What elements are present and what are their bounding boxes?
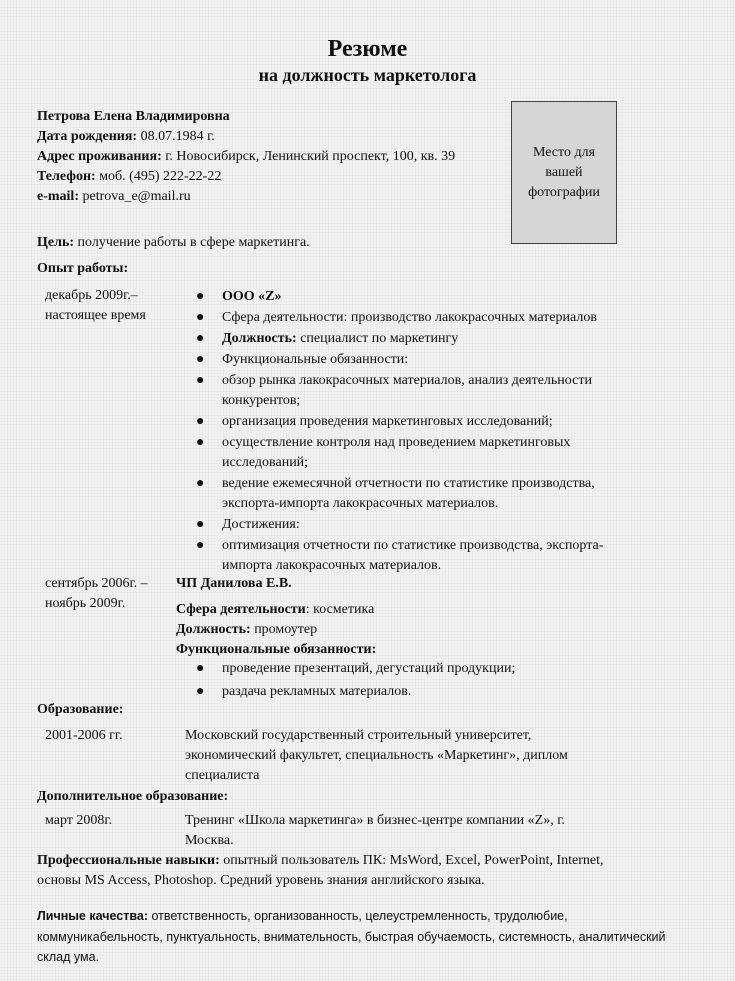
address — [37, 147, 455, 167]
job1-position-value: специалист по маркетингу — [296, 331, 459, 346]
education-heading: Образование: — [37, 702, 124, 717]
job1-achievements-label: Достижения: — [222, 517, 300, 532]
bullet-icon: ● — [196, 538, 205, 553]
bullet-icon: ● — [196, 414, 205, 429]
photo-placeholder-text: Место для вашей фотографии — [528, 144, 600, 200]
list-item — [196, 659, 516, 679]
goal — [37, 233, 310, 253]
experience-heading: Опыт работы: — [37, 261, 129, 276]
phone-label: Телефон: — [37, 169, 96, 184]
address-label: Адрес проживания: — [37, 149, 162, 164]
email — [37, 187, 191, 207]
email-label: e-mail: — [37, 189, 79, 204]
email-value: petrova_e@mail.ru — [78, 189, 191, 204]
page-title: Резюме — [327, 36, 408, 62]
qualities-value: ответственность, организованность, целеустремленность, трудолюбие, — [148, 909, 568, 923]
skills-line1 — [37, 851, 604, 871]
bullet-icon: ● — [196, 331, 205, 346]
job1-details — [196, 287, 604, 576]
job2-position — [176, 620, 317, 640]
bullet-icon: ● — [196, 661, 205, 676]
job1-achievement1-line1: оптимизация отчетности по статистике производства, экспорта- — [222, 538, 604, 553]
bullet-icon: ● — [196, 476, 205, 491]
qualities-line3: склад ума. — [37, 950, 99, 964]
additional-education-heading: Дополнительное образование: — [37, 789, 229, 804]
job1-achievement1-line2: импорта лакокрасочных материалов. — [222, 558, 442, 573]
phone-value: моб. (495) 222-22-22 — [95, 169, 222, 184]
additional-education-period: март 2008г. — [45, 813, 113, 828]
list-item — [196, 329, 603, 349]
birth-date-value: 08.07.1984 г. — [137, 129, 215, 144]
goal-value: получение работы в сфере маркетинга. — [74, 235, 310, 250]
additional-education-line2: Москва. — [185, 833, 234, 848]
bullet-icon: ● — [196, 289, 205, 304]
additional-education-line1: Тренинг «Школа маркетинга» в бизнес-центре компании «Z», г. — [185, 813, 565, 828]
list-item — [196, 682, 515, 702]
list-item — [196, 515, 603, 535]
list-item — [196, 371, 603, 411]
job1-duty3-line1: осуществление контроля над проведением маркетинговых — [222, 435, 571, 450]
skills-line2: основы MS Access, Photoshop. Средний уровень знания английского языка. — [37, 873, 485, 888]
job1-duty1-line2: конкурентов; — [222, 393, 301, 408]
list-item — [196, 433, 603, 473]
job1-period-end: настоящее время — [45, 308, 146, 323]
job2-sphere-value: : косметика — [305, 602, 375, 617]
bullet-icon: ● — [196, 352, 205, 367]
job1-sphere: Сфера деятельности: производство лакокрасочных материалов — [222, 310, 597, 325]
address-value: г. Новосибирск, Ленинский проспект, 100, кв. 39 — [161, 149, 456, 164]
job2-duty2: раздача рекламных материалов. — [222, 684, 412, 699]
list-item — [196, 412, 603, 432]
list-item — [196, 308, 603, 328]
education-line2: экономический факультет, специальность «Маркетинг», диплом — [185, 748, 568, 763]
education-period: 2001-2006 гг. — [45, 728, 123, 743]
job2-company: ЧП Данилова Е.В. — [176, 576, 292, 591]
skills-value: опытный пользователь ПК: MsWord, Excel, PowerPoint, Internet, — [219, 853, 604, 868]
job1-duties-label: Функциональные обязанности: — [222, 352, 409, 367]
bullet-icon: ● — [196, 373, 205, 388]
job1-duty2: организация проведения маркетинговых исследований; — [222, 414, 553, 429]
job1-period-start: декабрь 2009г.– — [45, 288, 138, 303]
bullet-icon: ● — [196, 310, 205, 325]
qualities-line1 — [37, 906, 568, 927]
birth-date — [37, 127, 215, 147]
job1-duty4-line1: ведение ежемесячной отчетности по статистике производства, — [222, 476, 595, 491]
job1-company: ООО «Z» — [222, 289, 282, 304]
job2-position-value: промоутер — [250, 622, 318, 637]
job1-duty4-line2: экспорта-импорта лакокрасочных материалов. — [222, 496, 499, 511]
job2-period-end: ноябрь 2009г. — [45, 596, 126, 611]
list-item — [196, 474, 603, 514]
goal-label: Цель: — [37, 235, 75, 250]
bullet-icon: ● — [196, 517, 205, 532]
job1-duty1-line1: обзор рынка лакокрасочных материалов, анализ деятельности — [222, 373, 592, 388]
list-item — [196, 350, 603, 370]
page-subtitle: на должность маркетолога — [258, 65, 477, 85]
skills-label: Профессиональные навыки: — [37, 853, 220, 868]
full-name: Петрова Елена Владимировна — [37, 109, 230, 124]
job2-duties — [196, 659, 516, 702]
job2-position-label: Должность: — [176, 622, 251, 637]
education-line1: Московский государственный строительный университет, — [185, 728, 532, 743]
list-item — [196, 287, 603, 307]
job1-position-label: Должность: — [222, 331, 297, 346]
birth-date-label: Дата рождения: — [37, 129, 138, 144]
qualities-line2: коммуникабельность, пунктуальность, внимательность, быстрая обучаемость, системность, аналитический — [37, 930, 666, 944]
job2-duty1: проведение презентаций, дегустаций продукции; — [222, 661, 516, 676]
bullet-icon: ● — [196, 684, 205, 699]
qualities-label: Личные качества: — [37, 909, 149, 923]
phone — [37, 167, 221, 187]
photo-placeholder — [511, 101, 617, 244]
job2-duties-label: Функциональные обязанности: — [176, 642, 377, 657]
job2-sphere — [176, 600, 374, 620]
list-item — [196, 536, 604, 576]
education-line3: специалиста — [185, 768, 260, 783]
bullet-icon: ● — [196, 435, 205, 450]
job2-period-start: сентябрь 2006г. – — [45, 576, 148, 591]
job2-sphere-label: Сфера деятельности — [176, 602, 306, 617]
job1-duty3-line2: исследований; — [222, 455, 309, 470]
